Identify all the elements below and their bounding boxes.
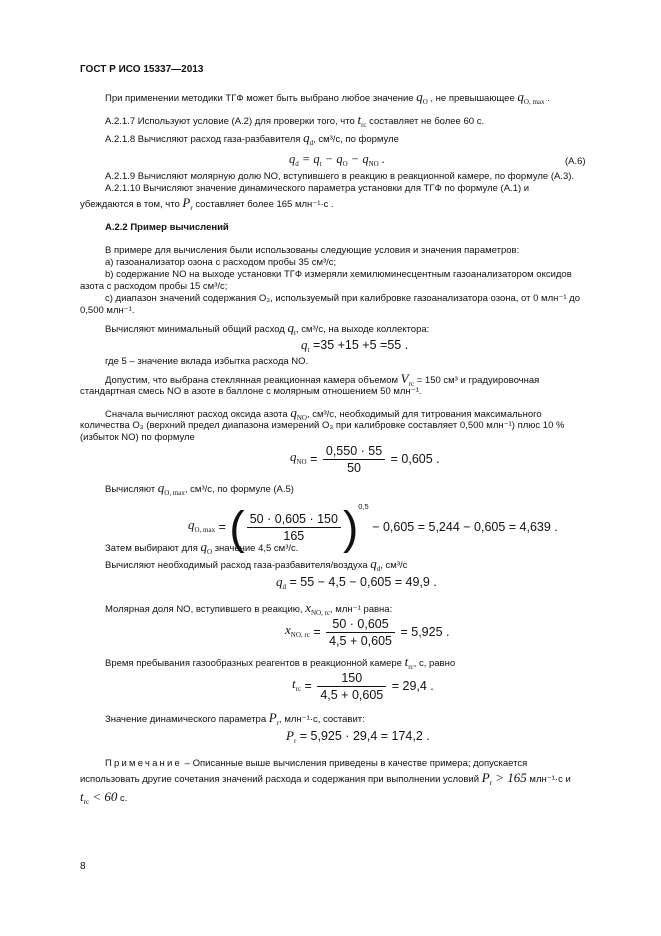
paragraph-p6: [80, 197, 334, 214]
equation-qt: $q_t =35 +15 +5 =55$ .: [301, 337, 409, 354]
p2-text-post: составляет не более 60 с.: [369, 116, 485, 127]
equation-qomax-tail: − 0,605 = 5,244 − 0,605 = 4,639 .: [372, 520, 558, 534]
choose-line: [105, 541, 298, 558]
note-line2: [80, 772, 571, 789]
assume-post: = 150 см³ и градуировочная: [416, 375, 540, 386]
page-number: 8: [80, 861, 86, 872]
symbol-vrc: $V_{rc}$: [400, 371, 415, 388]
note-label: Примечание: [105, 758, 182, 769]
p3-text-post: , см³/с, по формуле: [313, 134, 399, 145]
equation-qno: $q_{NO}$ = $\frac{0,550 \cdot 55}{50}$ = 0,605 .: [290, 444, 440, 475]
note-text-3: с.: [120, 793, 128, 804]
p1-text-mid: , не превышающее: [430, 93, 515, 104]
choose-post: значение 4,5 см³/с.: [214, 543, 299, 554]
symbol-trc-2: $t_{rc}$: [404, 654, 414, 671]
molar-post: , млн⁻¹ равна:: [330, 604, 393, 615]
calc-qt-pre: Вычисляют минимальный общий расход: [105, 324, 285, 335]
symbol-pr: $P_r$: [182, 195, 193, 212]
section-intro: В примере для вычисления были использованы следующие условия и значения параметров:: [105, 245, 520, 256]
assume-line2: стандартная смесь NO в азоте в баллоне с молярным отношением 50 млн⁻¹.: [80, 386, 422, 397]
symbol-qo-max: $q_{O, max}$: [517, 89, 545, 106]
equation-qno-numerator: 0,550 · 55: [323, 444, 385, 460]
list-item-b-line2: азота с расходом пробы 15 см³/с;: [80, 281, 228, 292]
equation-xno-denominator: 4,5 + 0,605: [329, 634, 392, 648]
equation-trc-denominator: 4,5 + 0,605: [320, 688, 384, 702]
symbol-qno: $q_{NO}$: [290, 405, 307, 422]
p6-text-post: составляет более 165 млн⁻¹·с .: [195, 199, 334, 210]
paragraph-p5: А.2.1.10 Вычисляют значение динамического параметра установки для ТГФ по формуле (А.1) и: [105, 183, 530, 194]
equation-trc: $t_{rc}$ = $\frac{150}{4,5 + 0,605}$ = 29,4 .: [292, 671, 434, 702]
p6-text-pre: убеждаются в том, что: [80, 199, 180, 210]
list-item-c-line2: 0,500 млн⁻¹.: [80, 305, 135, 316]
list-item-a: а) газоанализатор озона с расходом пробы 35 см³/с;: [105, 257, 337, 268]
equation-xno-numerator: 50 · 0,605: [326, 617, 395, 633]
equation-a6: $q_d = q_t - q_O - q_{NO}$ .: [289, 152, 385, 168]
symbol-qd-2: $q_d$: [370, 556, 381, 573]
document-title: ГОСТ Р ИСО 15337—2013: [80, 64, 204, 75]
assume-pre: Допустим, что выбрана стеклянная реакционная камера объемом: [105, 375, 399, 386]
calc-qomax-post: , см³/с, по формуле (А.5): [184, 484, 294, 495]
dilution-pre: Вычисляют необходимый расход газа-разбавителя/воздуха: [105, 560, 368, 571]
symbol-qt: $q_t$: [287, 320, 296, 337]
paragraph-p1: При применении методики ТГФ может быть выбрано любое значение $q_O$ , не превышающее $q_{O, max}$ .: [105, 89, 550, 106]
calc-qt-line: [105, 322, 429, 339]
paragraph-p3: [105, 132, 399, 149]
equation-qomax-denominator: 165: [283, 529, 305, 544]
equation-qomax: $q_{O, max}$ = ( $\frac{50 \cdot 0,605 \cdot 150}{165}$ )$^{0,5}$ − 0,605 = 5,244 − 0,605 = 4,639 .: [188, 501, 558, 554]
equation-pr: $P_r = 5,925 \cdot 29,4 = 174,2$ .: [286, 728, 430, 745]
dynamic-line: [105, 712, 365, 729]
dilution-line: [105, 558, 407, 575]
where-note: где 5 – значение вклада избытка расхода NO.: [105, 356, 309, 367]
equation-qno-denominator: 50: [347, 461, 361, 475]
symbol-qo-max-2: $q_{O, max}$: [157, 480, 185, 497]
equation-xno: $x_{NO, rc}$ = $\frac{50 \cdot 0,605}{4,5 + 0,605}$ = 5,925 .: [285, 617, 450, 648]
equation-qomax-numerator: 50 · 0,605 · 150: [247, 512, 341, 528]
calc-qomax-line: [105, 482, 294, 499]
p3-text-pre: А.2.1.8 Вычисляют расход газа-разбавителя: [105, 134, 301, 145]
symbol-qo-2: $q_O$: [200, 539, 213, 556]
time-pre: Время пребывания газообразных реагентов в реакционной камере: [105, 658, 402, 669]
equation-qomax-exponent: 0,5: [358, 502, 369, 511]
note-text-2-mid: млн⁻¹·с и: [529, 774, 571, 785]
equation-qd: $q_d = 55 - 4,5 - 0,605 = 49,9$ .: [276, 574, 437, 591]
p2-text-pre: А.2.1.7 Используют условие (А.2) для проверки того, что: [105, 116, 355, 127]
choose-pre: Затем выбирают для: [105, 543, 198, 554]
first-pre: Сначала вычисляют расход оксида азота: [105, 409, 288, 420]
condition-pr: $P_r > 165$: [481, 770, 527, 787]
note-line3: [80, 791, 127, 808]
molar-pre: Молярная доля NO, вступившего в реакцию,: [105, 604, 303, 615]
equation-qt-rhs: =35 +15 +5 =55 .: [312, 338, 409, 352]
symbol-qo: $q_O$: [416, 89, 428, 106]
symbol-xno-rc: $x_{NO, rc}$: [305, 600, 331, 617]
note-text-1: – Описанные выше вычисления приведены в качестве примера; допускается: [184, 758, 528, 769]
symbol-trc: $t_{rc}$: [357, 112, 367, 129]
condition-trc: $t_{rc} < 60$: [80, 789, 118, 806]
paragraph-p2: [105, 114, 484, 131]
equation-qd-rhs: = 55 − 4,5 − 0,605 = 49,9 .: [289, 575, 437, 589]
list-item-c-line1: с) диапазон значений содержания O₃, используемый при калибровке газоанализатора озона, от 0 млн⁻¹ до: [105, 293, 581, 304]
dynamic-pre: Значение динамического параметра: [105, 714, 267, 725]
note-text-2: использовать другие сочетания значений расхода и содержания при выполнении условий: [80, 774, 480, 785]
paragraph-p4: А.2.1.9 Вычисляют молярную долю NO, вступившего в реакцию в реакционной камере, по формуле (А.3).: [105, 171, 575, 182]
dilution-post: , см³/с: [380, 560, 408, 571]
first-line2: количества O₃ (верхний предел диапазона измерений O₃ при калибровке составляет 0,500 млн⁻¹) плюс 10 %: [80, 420, 565, 431]
equation-xno-result: = 5,925 .: [400, 624, 450, 639]
first-post: , см³/с, необходимый для титрования максимального: [306, 409, 542, 420]
symbol-qd: $q_d$: [303, 130, 314, 147]
calc-qt-post: , см³/с, на выходе коллектора:: [295, 324, 430, 335]
symbol-pr-2: $P_r$: [268, 710, 280, 727]
section-heading: А.2.2 Пример вычислений: [105, 222, 229, 233]
equation-trc-numerator: 150: [317, 671, 386, 687]
equation-qno-result: = 0,605 .: [390, 451, 440, 466]
p1-text-pre: При применении методики ТГФ может быть выбрано любое значение: [105, 93, 414, 104]
dynamic-post: , млн⁻¹·с, составит:: [279, 714, 365, 725]
equation-trc-result: = 29,4 .: [391, 678, 434, 693]
time-post: , с, равно: [413, 658, 456, 669]
calc-qomax-pre: Вычисляют: [105, 484, 156, 495]
first-line3: (избыток NO) по формуле: [80, 432, 195, 443]
note-line1: [105, 758, 527, 770]
list-item-b-line1: b) содержание NO на выходе установки ТГФ измеряли хемилюминесцентным газоанализатором оксидов: [105, 269, 572, 280]
equation-a6-label: (А.6): [565, 156, 586, 167]
equation-pr-rhs: = 5,925 · 29,4 = 174,2 .: [299, 729, 430, 743]
